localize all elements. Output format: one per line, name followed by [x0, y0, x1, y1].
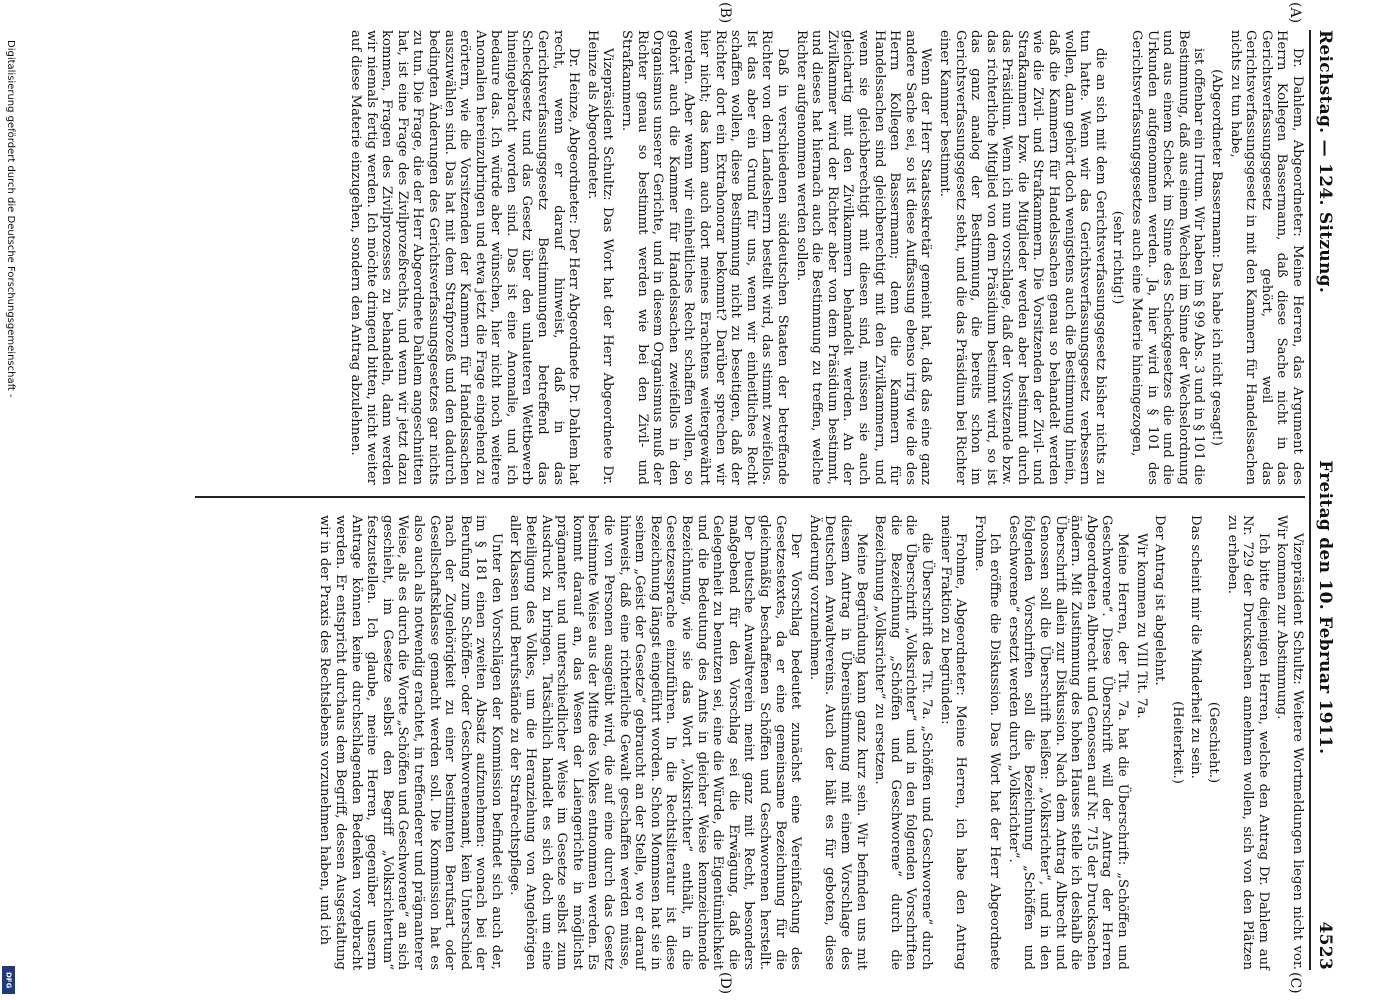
rotated-newspaper-page	[143, 0, 1383, 1000]
left-text-column	[344, 30, 1305, 485]
paragraph: (Heiterkeit.)	[1169, 701, 1185, 784]
paragraph: Der Antrag ist abgelehnt.	[1152, 515, 1168, 686]
paragraph: Vizepräsident Schultz: Das Wort hat der Herr Abgeordnete Dr. Heinze als Abgeordneter.	[584, 30, 616, 485]
page-header	[1309, 30, 1355, 970]
paragraph: die an sich mit dem Gerichtsverfassungsgesetz bisher nichts zu tun hatte. Wenn wir das Gerichtsverfassungsgesetz verbessern wollen, dann gehört doch wenigstens auch die Bestimmung hinein, daß die Kammern für Handelssachen genau so behandelt werden wie die Zivil- und Strafkammern. Die Vorsitzenden der Zivil- und Strafkammern bzw. die Mitglieder werden aber bestimmt durch das Präsidium. Wenn ich nun vorschlage, daß der Vorsitzende bzw. das richterliche Mitglied von dem Präsidium bestimmt wird, so ist das ganz analog der Bestimmung, die bereits schon im Gerichtsverfassungsgesetz steht, und die das Präsidium bei Richter einer Kammer bestimmt.	[936, 30, 1108, 485]
column-divider	[195, 496, 1305, 498]
header-session: Reichstag. — 124. Sitzung.	[1315, 30, 1335, 294]
paragraph: Ich bitte diejenigen Herren, welche den Antrag Dr. Dahlem auf Nr. 729 der Drucksachen annehmen wollen, sich von den Plätzen zu erheben.	[1224, 515, 1271, 970]
paragraph: Meine Herren, der Tit. 7a. hat die Überschrift: „Schöffen und Geschworene“. Diese Überschrift will der Antrag der Herren Abgeordneten Albrecht und Genossen auf Nr. 715 der Drucksachen ändern. Mit Zustimmung des hohen Hauses stelle ich deshalb die Überschrift allein zur Diskussion. Nach dem Antrag Albrecht und Genossen soll die Überschrift heißen: „Volksrichter“, und in den folgenden Vorschriften soll die Bezeichnung „Schöffen und Geschworene“ ersetzt werden durch „Volksrichter“.	[1005, 515, 1131, 970]
paragraph: Wir kommen zu VIII Tit. 7a.	[1133, 533, 1149, 719]
paragraph: Dr. Heinze, Abgeordneter: Der Herr Abgeordnete Dr. Dahlem hat recht, wenn er darauf hinweist, daß in das Gerichtsverfassungsgesetz Bestimmungen betreffend das Scheckgesetz und das Gesetz über den unlauteren Wettbewerb hineingebracht worden sind. Das ist eine Anomalie, und ich bedaure das. Ich würde aber wünschen, hier nicht noch weitere Anomalien hereinzubringen und etwa jetzt die Frage eingehend zu erörtern, wie die Vorsitzenden der Kammern für Handelssachen auszuwählen sind. Das hat mit dem Strafprozeß und den dadurch bedingten Änderungen des Gerichtsverfassungsgesetzes gar nichts zu tun. Die Frage, die der Herr Abgeordnete Dahlem angeschnitten hat, ist eine Frage des Zivilprozeßrechts, und wenn wir jetzt dazu kommen, Fragen des Zivilprozesses zu behandeln, dann werden wir niemals fertig werden. Ich möchte dringend bitten, nicht weiter auf diese Materie einzugehen, sondern den Antrag abzulehnen.	[347, 30, 582, 485]
paragraph: Der Vorschlag bedeutet zunächst eine Vereinfachung des Gesetzestextes, da er eine gemeinsame Bezeichnung für die gleichmäßig beschaffenen Schöffen und Geschworenen herstellt. Der Deutsche Anwaltverein meint ganz mit Recht, besonders maßgebend für den Vorschlag sei die Erwägung, daß die Gelegenheit zu benutzen sei, eine die Würde, die Eigentümlichkeit und die Bedeutung des Amts in gleicher Weise kennzeichnende Bezeichnung, wie sie das Wort „Volksrichter“ enthält, in die Gesetzessprache einzuführen. In die Rechtsliteratur ist diese Bezeichnung längst eingeführt worden. Schon Mommsen hat sie in seinem „Geist der Gesetze“ gebraucht an der Stelle, wo er darauf hinweist, daß eine richterliche Gewalt geschaffen werden müsse, die von Personen ausgeübt wird, die auf eine durch das Gesetz bestimmte Weise aus der Mitte des Volkes entnommen werden. Es kommt darauf an, das Wesen der Laiengerichte in möglichst prägnanter und unterschiedlicher Weise im Gesetze selbst zum Ausdruck zu bringen. Tatsächlich handelt es sich doch um eine Beteiligung des Volkes, um die Heranziehung von Angehörigen aller Klassen und Berufsstände zu der Strafrechtspflege.	[507, 515, 804, 970]
paragraph: Dr. Dahlem, Abgeordneter: Meine Herren, das Argument des Herrn Kollegen Bassermann, daß diese Sache nicht in das Gerichtsverfassungsgesetz gehört, weil das Gerichtsverfassungsgesetz in mit den Kammern für Handelssachen nichts zu tun habe,	[1227, 30, 1305, 485]
header-page-number: 4523	[1315, 921, 1335, 970]
paragraph: (Abgeordneter Bassermann: Das habe ich nicht gesagt!)	[1209, 69, 1225, 446]
paragraph: Frohme, Abgeordneter: Meine Herren, ich habe den Antrag meiner Fraktion zu begründen:	[937, 515, 969, 970]
digitization-credit	[4, 40, 18, 990]
paragraph: Das scheint mir die Minderheit zu sein.	[1188, 515, 1204, 779]
paragraph: Unter den Vorschlägen der Kommission befindet sich auch der, im § 181 einen zweiten Absatz aufzunehmen: wonach bei der Berufung zum Schöffen- oder Geschworenenamt, kein Unterschied nach der Zugehörigkeit zu einer bestimmten Berufsart oder Gesellschaftsklasse gemacht werden soll. Die Kommission hat es also auch als notwendig erachtet, in treffenderer und prägnanterer Weise, als es durch die Worte „Schöffen und Geschworene“ an sich geschieht, im Gesetze selbst den Begriff „Volksrichtertum“ festzustellen. Ich glaube, meine Herren, gegenüber unserm Antrage können keine durchschlagenden Bedenken vorgebracht werden. Er entspricht durchaus dem Begriff, dessen Ausgestaltung wir in der Praxis des Rechtslebens vorzunehmen haben, und ich	[317, 515, 504, 970]
credit-text: Digitalisierung gefördert durch die Deutsche Forschungsgemeinschaft -	[5, 40, 16, 398]
marker-c: (C)	[1287, 972, 1303, 994]
header-date: Freitag den 10. Februar 1911.	[1315, 460, 1335, 755]
paragraph: ist offenbar ein Irrtum. Wir haben im § 99 Abs. 3 und in § 101 die Bestimmung, daß aus einem Wechsel im Sinne der Wechselordnung und aus einem Scheck im Sinne des Scheckgesetzes die und die Urkunden aufgenommen werden. Ja, hier wird in § 101 des Gerichtsverfassungsgesetzes auch eine Materie hineingezogen,	[1129, 30, 1207, 485]
paragraph: die Überschrift des Tit. 7a. „Schöffen und Geschworene“ durch die Überschrift „Volksrichter“ und in den folgenden Vorschriften die Bezeichnung „Schöffen und Geschworene“ durch die Bezeichnung „Volksrichter“ zu ersetzen.	[872, 515, 934, 970]
paragraph: (sehr richtig!)	[1110, 210, 1126, 305]
paragraph: Ich eröffne die Diskussion. Das Wort hat der Herr Abgeordnete Frohme.	[971, 515, 1003, 970]
dfg-logo: DFG	[2, 966, 15, 994]
right-text-column	[314, 515, 1305, 970]
marker-a: (A)	[1287, 2, 1303, 24]
paragraph: Meine Begründung kann ganz kurz sein. Wir befinden uns mit diesem Antrag in Übereinstimmung mit einem Vorschlage des Deutschen Anwaltvereins. Auch der hält es für geboten, diese Änderung vorzunehmen.	[806, 515, 869, 970]
paragraph: Wenn der Herr Staatssekretär gemeint hat, daß das eine ganz andere Sache sei, so ist diese Auffassung ebenso irrig wie die des Herrn Kollegen Bassermann; denn die Kammern für Handelssachen sind gleichberechtigt mit den Zivilkammern, und wenn sie gleichberechtigt mit diesen sind, müssen sie auch gleichartig mit den Zivilkammern behandelt werden. An der Zivilkammer wird der Richter aber von dem Präsidium bestimmt, und dieses hat hiernach auch die Bestimmung zu treffen, welche Richter aufgenommen werden sollen.	[793, 30, 934, 485]
marker-b: (B)	[717, 2, 733, 24]
paragraph: (Geschieht.)	[1206, 701, 1222, 784]
paragraph: Daß in verschiedenen süddeutschen Staaten der betreffende Richter von dem Landesherrn bestellt wird, das stimmt zweifellos. Ist das aber ein Grund für uns, wenn wir einheitliches Recht schaffen wollen, diese Bestimmung nicht zu beseitigen, daß der Richter dort ein Extrahonorar bekommt? Darüber sprechen wir hier nicht; das kann auch dort meines Erachtens weitergewährt werden. Aber wenn wir einheitliches Recht schaffen wollen, so gehört auch die Kammer für Handelssachen zweifellos in den Organismus unserer Gerichte, und in diesem Organismus muß der Richter genau so bestimmt werden wie bei den Zivil- und Strafkammern.	[619, 30, 790, 485]
marker-d: (D)	[717, 972, 733, 995]
paragraph: Vizepräsident Schultz: Weitere Wortmeldungen liegen nicht vor. Wir kommen zur Abstimmung.	[1274, 515, 1305, 970]
